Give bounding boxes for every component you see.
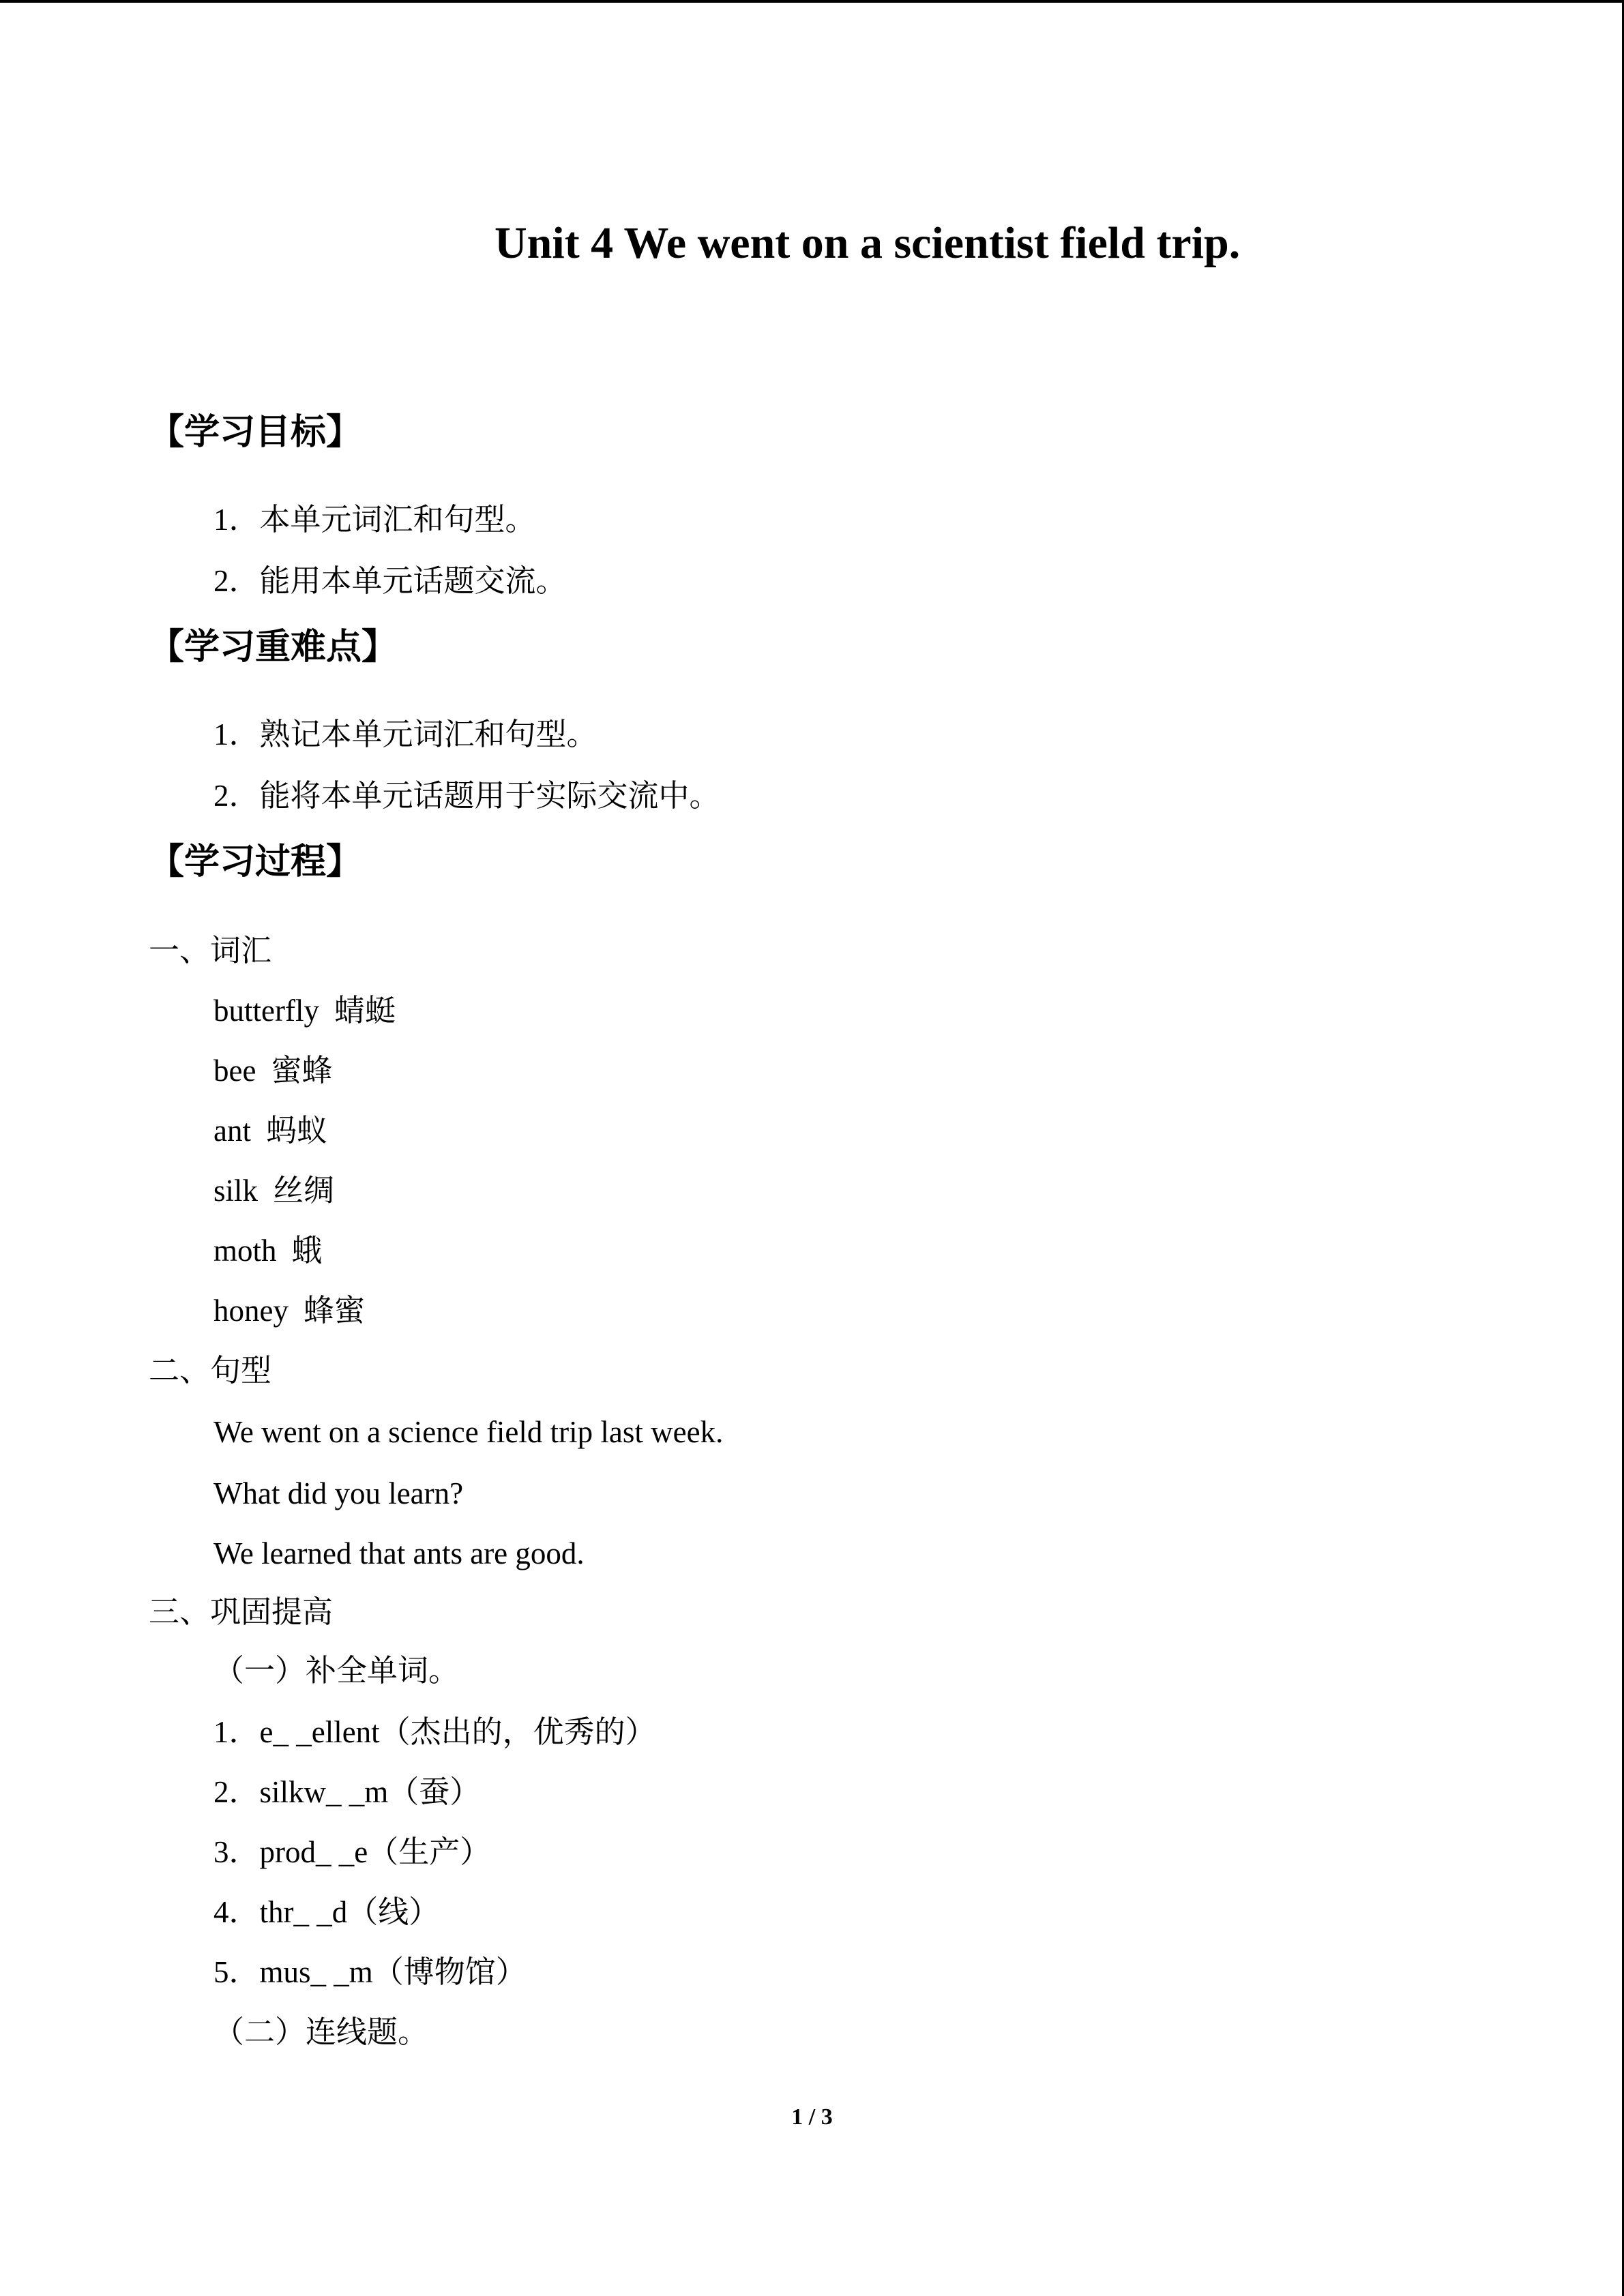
sentence-item: We learned that ants are good.	[213, 1536, 585, 1570]
vocab-zh: 蛾	[291, 1234, 323, 1268]
fill-word-item: 4．thr_ _d（线）	[213, 1895, 440, 1929]
vocab-heading: 一、词汇	[149, 934, 272, 968]
vocab-en: bee	[213, 1054, 256, 1088]
vocab-item	[213, 1170, 334, 1211]
fill-word-item: 1．e_ _ellent（杰出的，优秀的）	[213, 1715, 656, 1749]
vocab-en: silk	[213, 1174, 259, 1208]
vocab-item	[213, 1050, 332, 1091]
vocab-zh: 蜂蜜	[303, 1294, 365, 1328]
key-point-item: 2．能将本单元话题用于实际交流中。	[213, 779, 720, 813]
vocab-item	[213, 1290, 365, 1331]
key-points-heading: 【学习重难点】	[149, 628, 398, 667]
page-top-border	[0, 0, 1624, 3]
sentence-item: We went on a science field trip last week.	[213, 1415, 724, 1449]
sentence-item: What did you learn?	[213, 1476, 464, 1510]
vocab-en: butterfly	[213, 994, 319, 1028]
objectives-heading: 【学习目标】	[149, 413, 362, 452]
vocab-en: moth	[213, 1234, 277, 1268]
process-heading: 【学习过程】	[149, 843, 362, 882]
objective-item: 1．本单元词汇和句型。	[213, 503, 536, 537]
fill-word-item: 5．mus_ _m（博物馆）	[213, 1955, 527, 1989]
vocab-en: honey	[213, 1294, 289, 1328]
practice-heading: 三、巩固提高	[149, 1595, 334, 1629]
vocab-en: ant	[213, 1114, 251, 1148]
key-point-item: 1．熟记本单元词汇和句型。	[213, 717, 597, 751]
objective-item: 2．能用本单元话题交流。	[213, 564, 567, 598]
vocab-item	[213, 990, 396, 1031]
vocab-zh: 蜻蜓	[334, 994, 396, 1028]
page-title: Unit 4 We went on a scientist field trip.	[494, 218, 1241, 268]
fill-word-item: 2．silkw_ _m（蚕）	[213, 1775, 481, 1809]
page-number: 1 / 3	[791, 2104, 833, 2130]
vocab-zh: 蚂蚁	[265, 1114, 327, 1148]
fill-word-item: 3．prod_ _e（生产）	[213, 1835, 491, 1869]
vocab-zh: 蜜蜂	[271, 1054, 333, 1088]
vocab-item	[213, 1230, 323, 1271]
part1-heading: （一）补全单词。	[213, 1654, 460, 1688]
vocab-zh: 丝绸	[273, 1174, 335, 1208]
sentence-heading: 二、句型	[149, 1354, 272, 1388]
part2-heading: （二）连线题。	[213, 2015, 429, 2049]
vocab-item	[213, 1110, 327, 1151]
